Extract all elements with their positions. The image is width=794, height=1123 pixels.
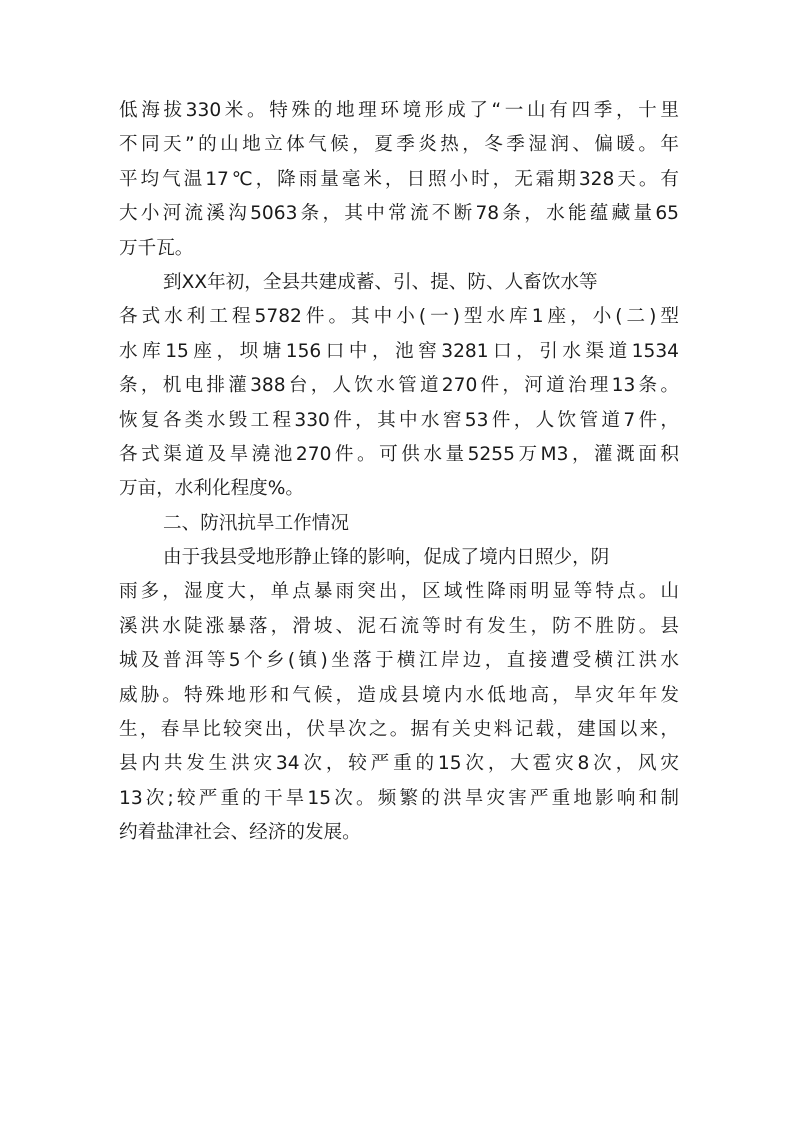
text-line: 城及普洱等5个乡(镇)坐落于横江岸边，直接遭受横江洪水 (119, 650, 679, 672)
text-line: 雨多，湿度大，单点暴雨突出，区域性降雨明显等特点。山 (119, 581, 679, 603)
heading-flood-drought: 二、防汛抗旱工作情况 (163, 512, 349, 534)
text-line: 13次;较严重的干旱15次。频繁的洪旱灾害严重地影响和制 (119, 787, 679, 809)
paragraph-geography (119, 94, 679, 266)
text-line: 由于我县受地形静止锋的影响，促成了境内日照少，阴 (163, 547, 610, 569)
text-line: 威胁。特殊地形和气候，造成县境内水低地高，旱灾年年发 (119, 684, 679, 706)
text-line: 各式水利工程5782件。其中小(一)型水库1座，小(二)型 (119, 306, 679, 328)
section-heading (119, 507, 679, 541)
text-line: 县内共发生洪灾34次，较严重的15次，大雹灾8次，风灾 (119, 753, 679, 775)
text-line: 各式渠道及旱澆池270件。可供水量5255万M3，灌溉面积 (119, 443, 679, 465)
text-line: 条，机电排灌388台，人饮水管道270件，河道治理13条。 (119, 375, 679, 397)
text-line: 大小河流溪沟5063条，其中常流不断78条，水能蕴藏量65 (119, 203, 679, 225)
text-line: 万亩，水利化程度%。 (119, 478, 305, 500)
paragraph-flood-drought (119, 541, 679, 851)
paragraph-water-projects (119, 266, 679, 507)
text-line: 水库15座，坝塘156口中，池窖3281口，引水渠道1534 (119, 340, 679, 362)
text-line: 万千瓦。 (119, 237, 194, 259)
text-line: 生，春旱比较突出，伏旱次之。据有关史料记载，建国以来， (119, 719, 679, 741)
text-line: 低海拔330米。特殊的地理环境形成了“一山有四季，十里 (119, 100, 679, 121)
text-line: 溪洪水陡涨暴落，滑坡、泥石流等时有发生，防不胜防。县 (119, 615, 679, 637)
text-line: 恢复各类水毁工程330件，其中水窖53件，人饮管道7件， (119, 409, 679, 431)
text-line: 到XX年初，全县共建成蓄、引、提、防、人畜饮水等 (163, 271, 598, 293)
text-line: 平均气温17℃，降雨量毫米，日照小时，无霜期328天。有 (119, 168, 679, 190)
text-line: 不同天”的山地立体气候，夏季炎热，冬季湿润、偏暖。年 (119, 134, 679, 156)
text-line: 约着盐津社会、经济的发展。 (119, 822, 361, 844)
document-page (119, 94, 679, 851)
